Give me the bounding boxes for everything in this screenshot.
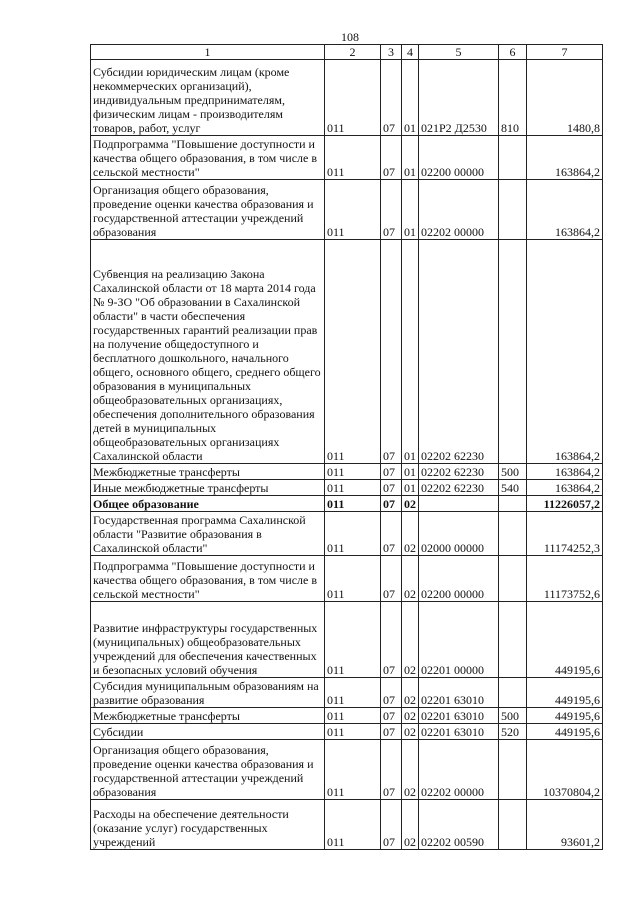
cell-subsection: 02 <box>402 678 419 708</box>
cell-target: 02201 63010 <box>419 724 499 740</box>
cell-subsection: 01 <box>402 240 419 464</box>
cell-subsection: 01 <box>402 136 419 180</box>
cell-subsection: 01 <box>402 480 419 496</box>
cell-type <box>499 740 527 800</box>
cell-section: 07 <box>381 480 402 496</box>
table-row <box>91 180 603 240</box>
cell-target: 02202 00000 <box>419 740 499 800</box>
cell-code: 011 <box>325 60 381 136</box>
cell-type <box>499 136 527 180</box>
table-row <box>91 480 603 496</box>
cell-subsection: 02 <box>402 800 419 850</box>
cell-subsection: 01 <box>402 464 419 480</box>
cell-code: 011 <box>325 512 381 556</box>
table-row <box>91 602 603 678</box>
row-name: Развитие инфраструктуры государственных (муниципальных) общеобразовательных учреждений для обеспечения качественных и безопасных условий обучения <box>91 602 325 678</box>
row-name: Общее образование <box>91 496 325 512</box>
header-cell: 3 <box>381 45 402 60</box>
cell-code: 011 <box>325 724 381 740</box>
cell-target: 02200 00000 <box>419 136 499 180</box>
cell-target: 02000 00000 <box>419 512 499 556</box>
cell-section: 07 <box>381 740 402 800</box>
cell-amount: 11174252,3 <box>527 512 603 556</box>
cell-code: 011 <box>325 740 381 800</box>
cell-type <box>499 180 527 240</box>
cell-section: 07 <box>381 496 402 512</box>
cell-type <box>499 240 527 464</box>
table-row <box>91 740 603 800</box>
header-cell: 5 <box>419 45 499 60</box>
budget-table <box>90 44 603 850</box>
cell-subsection: 01 <box>402 180 419 240</box>
cell-target: 021Р2 Д2530 <box>419 60 499 136</box>
cell-section: 07 <box>381 464 402 480</box>
cell-subsection: 02 <box>402 602 419 678</box>
cell-section: 07 <box>381 556 402 602</box>
cell-subsection: 02 <box>402 512 419 556</box>
row-name: Субсидии <box>91 724 325 740</box>
cell-section: 07 <box>381 512 402 556</box>
table-row <box>91 724 603 740</box>
cell-type: 520 <box>499 724 527 740</box>
header-row <box>91 45 603 60</box>
cell-subsection: 02 <box>402 708 419 724</box>
row-name: Субсидия муниципальным образованиям на развитие образования <box>91 678 325 708</box>
cell-section: 07 <box>381 800 402 850</box>
cell-section: 07 <box>381 724 402 740</box>
table-row <box>91 512 603 556</box>
cell-section: 07 <box>381 240 402 464</box>
table-row <box>91 708 603 724</box>
cell-type <box>499 800 527 850</box>
cell-amount: 163864,2 <box>527 136 603 180</box>
cell-amount: 1480,8 <box>527 60 603 136</box>
row-name: Субсидии юридическим лицам (кроме некоммерческих организаций), индивидуальным предпринимателям, физическим лицам - производителям товаров, работ, услуг <box>91 60 325 136</box>
cell-amount: 11226057,2 <box>527 496 603 512</box>
cell-target: 02202 62230 <box>419 464 499 480</box>
cell-section: 07 <box>381 708 402 724</box>
cell-code: 011 <box>325 480 381 496</box>
cell-subsection: 02 <box>402 724 419 740</box>
row-name: Межбюджетные трансферты <box>91 464 325 480</box>
table-row <box>91 556 603 602</box>
cell-target: 02200 00000 <box>419 556 499 602</box>
cell-amount: 449195,6 <box>527 708 603 724</box>
cell-amount: 163864,2 <box>527 464 603 480</box>
cell-code: 011 <box>325 496 381 512</box>
table-row <box>91 800 603 850</box>
page-number: 108 <box>341 30 359 44</box>
cell-subsection: 02 <box>402 556 419 602</box>
cell-amount: 449195,6 <box>527 724 603 740</box>
row-name: Организация общего образования, проведение оценки качества образования и государственной аттестации учреждений образования <box>91 180 325 240</box>
row-name: Государственная программа Сахалинской области "Развитие образования в Сахалинской области" <box>91 512 325 556</box>
cell-type <box>499 556 527 602</box>
cell-section: 07 <box>381 678 402 708</box>
header-cell: 2 <box>325 45 381 60</box>
cell-code: 011 <box>325 556 381 602</box>
table-row <box>91 240 603 464</box>
cell-code: 011 <box>325 602 381 678</box>
cell-target: 02202 00000 <box>419 180 499 240</box>
cell-code: 011 <box>325 678 381 708</box>
table-row <box>91 464 603 480</box>
cell-type: 810 <box>499 60 527 136</box>
row-name: Подпрограмма "Повышение доступности и качества общего образования, в том числе в сельской местности" <box>91 136 325 180</box>
cell-code: 011 <box>325 464 381 480</box>
header-cell: 7 <box>527 45 603 60</box>
table-row <box>91 136 603 180</box>
cell-section: 07 <box>381 60 402 136</box>
cell-amount: 163864,2 <box>527 480 603 496</box>
row-name: Иные межбюджетные трансферты <box>91 480 325 496</box>
cell-type <box>499 602 527 678</box>
cell-section: 07 <box>381 602 402 678</box>
cell-section: 07 <box>381 180 402 240</box>
cell-type <box>499 678 527 708</box>
cell-type: 500 <box>499 708 527 724</box>
row-name: Подпрограмма "Повышение доступности и качества общего образования, в том числе в сельской местности" <box>91 556 325 602</box>
cell-subsection: 02 <box>402 496 419 512</box>
table-row <box>91 60 603 136</box>
cell-target: 02202 00590 <box>419 800 499 850</box>
cell-target: 02201 63010 <box>419 678 499 708</box>
cell-amount: 93601,2 <box>527 800 603 850</box>
cell-target: 02202 62230 <box>419 480 499 496</box>
cell-type: 500 <box>499 464 527 480</box>
cell-type: 540 <box>499 480 527 496</box>
header-cell: 6 <box>499 45 527 60</box>
cell-code: 011 <box>325 708 381 724</box>
row-name: Межбюджетные трансферты <box>91 708 325 724</box>
cell-target: 02202 62230 <box>419 240 499 464</box>
row-name: Организация общего образования, проведение оценки качества образования и государственной аттестации учреждений образования <box>91 740 325 800</box>
cell-code: 011 <box>325 240 381 464</box>
row-name: Субвенция на реализацию Закона Сахалинской области от 18 марта 2014 года № 9-ЗО "Об образовании в Сахалинской области" в части обеспечения государственных гарантий реализации прав на получение общедоступного и бесплатного дошкольного, начального общего, основного общего, среднего общего образования в муниципальных общеобразовательных организациях, обеспечения дополнительного образования детей в муниципальных общеобразовательных организациях Сахалинской области <box>91 240 325 464</box>
cell-code: 011 <box>325 180 381 240</box>
cell-target: 02201 00000 <box>419 602 499 678</box>
cell-code: 011 <box>325 136 381 180</box>
cell-amount: 449195,6 <box>527 678 603 708</box>
cell-amount: 10370804,2 <box>527 740 603 800</box>
cell-subsection: 02 <box>402 740 419 800</box>
cell-type <box>499 512 527 556</box>
cell-amount: 11173752,6 <box>527 556 603 602</box>
header-cell: 4 <box>402 45 419 60</box>
row-name: Расходы на обеспечение деятельности (оказание услуг) государственных учреждений <box>91 800 325 850</box>
cell-code: 011 <box>325 800 381 850</box>
header-cell: 1 <box>91 45 325 60</box>
cell-type <box>499 496 527 512</box>
table-row <box>91 496 603 512</box>
cell-section: 07 <box>381 136 402 180</box>
cell-amount: 163864,2 <box>527 240 603 464</box>
cell-subsection: 01 <box>402 60 419 136</box>
cell-target: 02201 63010 <box>419 708 499 724</box>
cell-amount: 449195,6 <box>527 602 603 678</box>
cell-target <box>419 496 499 512</box>
cell-amount: 163864,2 <box>527 180 603 240</box>
table-row <box>91 678 603 708</box>
